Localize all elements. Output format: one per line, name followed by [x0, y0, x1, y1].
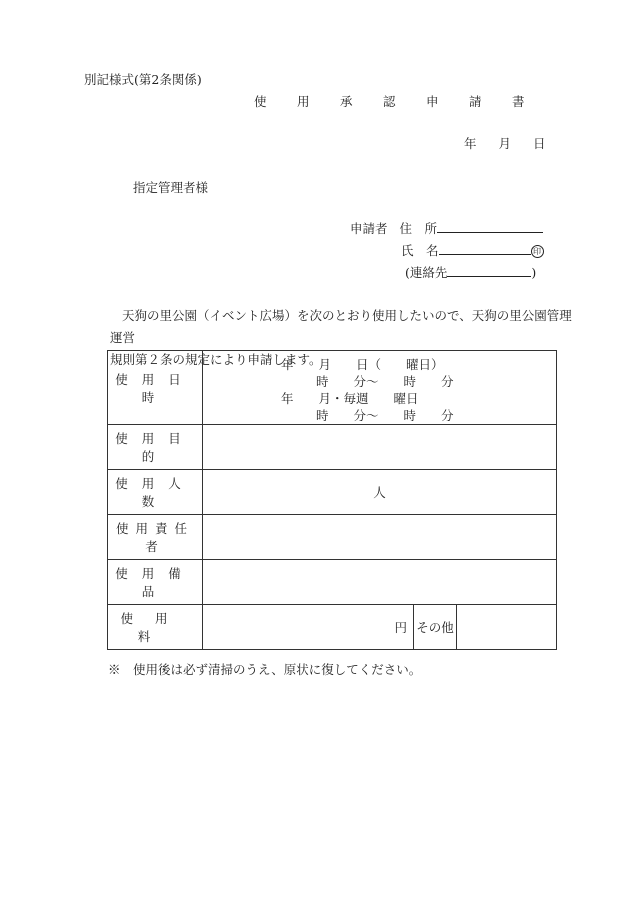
applicant-contact-row — [405, 263, 536, 281]
row-equipment — [108, 560, 557, 605]
date-line — [464, 134, 546, 152]
label-equipment: 使用備品 — [108, 560, 203, 605]
applicant-name-row — [401, 241, 544, 259]
count-field[interactable] — [203, 470, 557, 515]
application-table — [107, 350, 557, 650]
date-year[interactable]: 年 — [464, 136, 477, 151]
row-datetime — [108, 351, 557, 425]
address-label: 住 所 — [399, 221, 438, 236]
intro-line-2: 規則第２条の規定により申請します。 — [110, 352, 322, 367]
fee-field[interactable] — [203, 605, 414, 650]
count-unit: 人 — [373, 485, 386, 500]
applicant-label: 申請者 — [350, 221, 388, 236]
document-title: 使 用 承 認 申 請 書 — [254, 94, 534, 109]
date-month[interactable]: 月 — [498, 136, 512, 151]
datetime-line-1: 年 月 日（ 曜日） — [281, 357, 444, 372]
row-manager — [108, 515, 557, 560]
fee-unit: 円 — [394, 620, 407, 635]
row-purpose — [108, 425, 557, 470]
seal-mark: 印 — [531, 245, 544, 258]
row-count — [108, 470, 557, 515]
label-count: 使用人数 — [108, 470, 203, 515]
label-manager: 使用責任者 — [108, 515, 203, 560]
datetime-line-4: 時 分～ 時 分 — [316, 408, 454, 423]
datetime-field[interactable] — [203, 351, 557, 425]
contact-label: (連絡先 — [405, 265, 448, 280]
name-field[interactable] — [439, 241, 531, 255]
intro-line-1: 天狗の里公園（イベント広場）を次のとおり使用したいので、天狗の里公園管理運営 — [110, 308, 572, 345]
footnote: ※ 使用後は必ず清掃のうえ、原状に復してください。 — [108, 662, 422, 677]
row-fee — [108, 605, 557, 650]
purpose-field[interactable] — [203, 425, 557, 470]
date-day[interactable]: 日 — [533, 136, 546, 151]
equipment-field[interactable] — [203, 560, 557, 605]
contact-close: ) — [531, 265, 537, 280]
label-other: その他 — [414, 605, 457, 650]
applicant-address-row — [350, 219, 543, 237]
contact-field[interactable] — [447, 263, 531, 277]
label-datetime: 使用日時 — [108, 351, 203, 425]
datetime-line-2: 時 分～ 時 分 — [316, 374, 454, 389]
addressee: 指定管理者様 — [133, 180, 209, 195]
form-number-note: 別記様式(第2条関係) — [84, 72, 202, 87]
label-purpose: 使用目的 — [108, 425, 203, 470]
datetime-line-3: 年 月・毎週 曜日 — [281, 391, 419, 406]
address-field[interactable] — [437, 219, 543, 233]
manager-field[interactable] — [203, 515, 557, 560]
other-field[interactable] — [457, 605, 557, 650]
label-fee: 使用料 — [108, 605, 203, 650]
name-label: 氏 名 — [401, 243, 439, 258]
